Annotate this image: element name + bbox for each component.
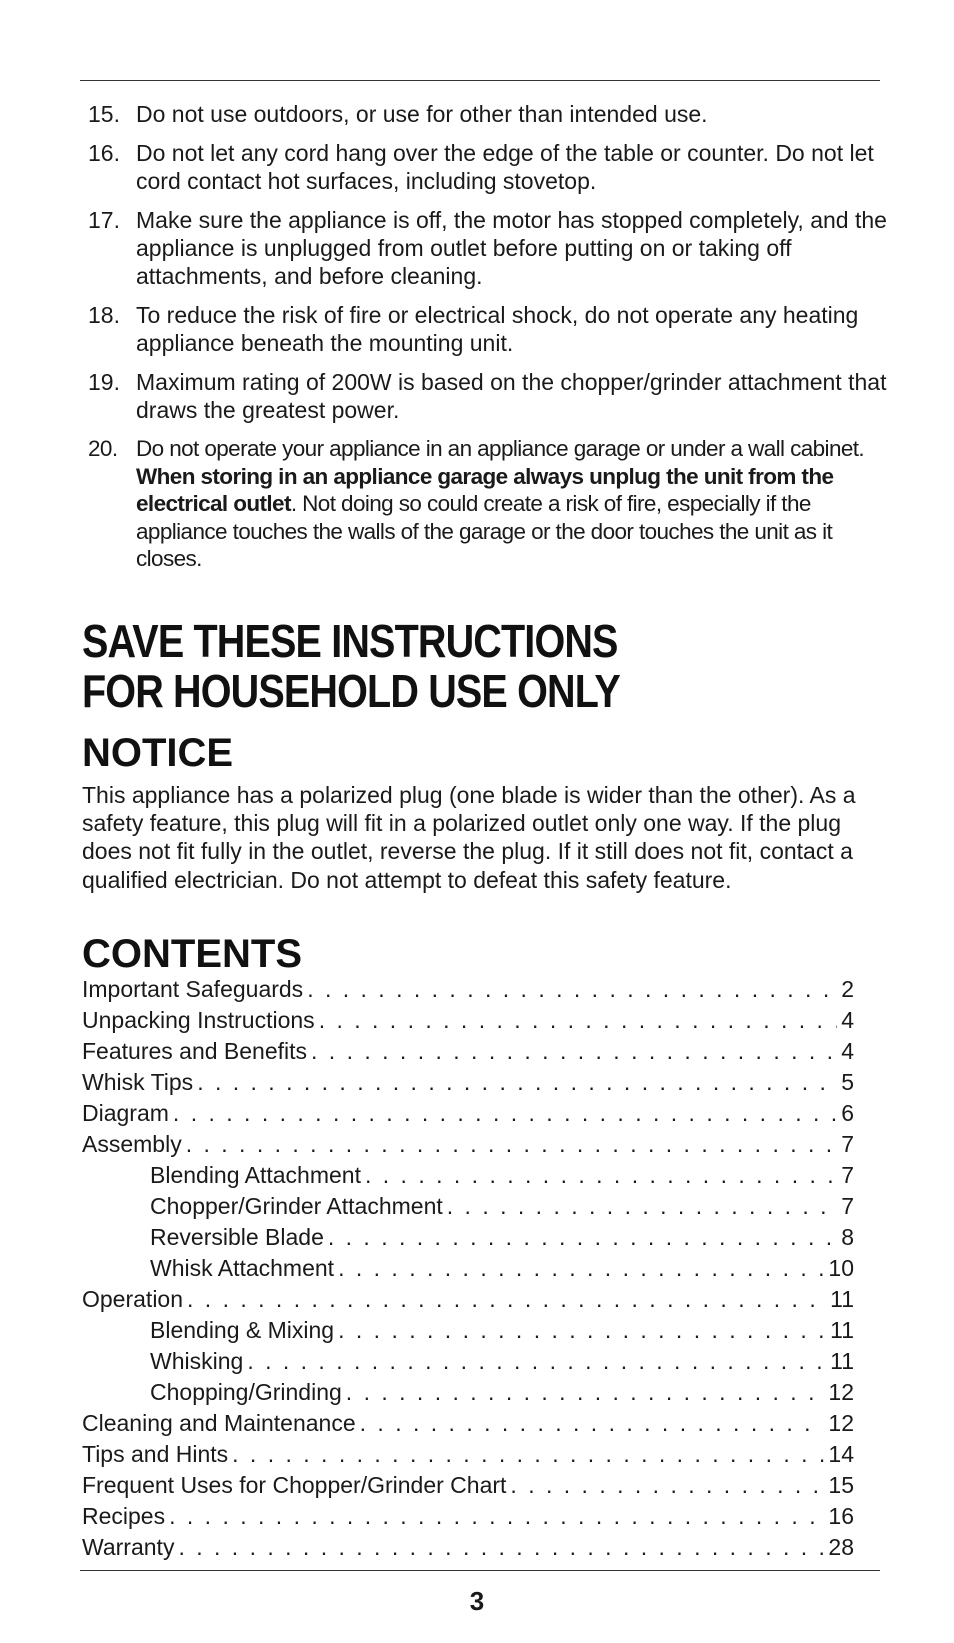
- toc-page: 16: [828, 1503, 854, 1529]
- toc-subentry[interactable]: [82, 1222, 854, 1253]
- toc-page: 12: [828, 1379, 854, 1405]
- toc-page: 12: [828, 1410, 854, 1436]
- toc-label: Blending & Mixing: [150, 1317, 335, 1343]
- bottom-divider: [80, 1570, 880, 1571]
- toc-subentry[interactable]: [82, 1315, 854, 1346]
- save-instructions-heading: [82, 616, 753, 716]
- toc-page: 4: [841, 1007, 854, 1033]
- table-of-contents: [82, 974, 854, 1563]
- safeguard-text: Maximum rating of 200W is based on the chopper/grinder attachment that draws the greatest power.: [136, 369, 887, 423]
- safeguard-number: 18.: [88, 302, 120, 328]
- toc-entry[interactable]: [82, 1284, 854, 1315]
- safeguard-text: Do not let any cord hang over the edge of the table or counter. Do not let cord contact hot surfaces, including stovetop.: [136, 140, 874, 194]
- toc-page: 4: [841, 1038, 854, 1064]
- toc-page: 10: [828, 1255, 854, 1281]
- toc-entry[interactable]: [82, 1439, 854, 1470]
- toc-label: Tips and Hints: [82, 1441, 229, 1467]
- toc-entry[interactable]: [82, 1005, 854, 1036]
- toc-page: 6: [841, 1100, 854, 1126]
- toc-subentry[interactable]: [82, 1160, 854, 1191]
- toc-leader: [173, 1098, 837, 1129]
- safeguard-text-start: Do not operate your appliance in an appliance garage or under a wall cabinet.: [136, 436, 865, 461]
- toc-leader: [247, 1346, 826, 1377]
- safeguard-text: [136, 435, 888, 573]
- toc-entry[interactable]: [82, 974, 854, 1005]
- safeguard-item: [88, 206, 888, 290]
- toc-entry[interactable]: [82, 1408, 854, 1439]
- toc-subentry[interactable]: [82, 1346, 854, 1377]
- safeguard-item: [88, 435, 888, 573]
- toc-entry[interactable]: [82, 1067, 854, 1098]
- toc-entry[interactable]: [82, 1036, 854, 1067]
- safeguard-text-end: . Not doing so could create a risk of fire, especially if the appliance touches the walls of the garage or the door touches the unit as it closes.: [136, 491, 833, 571]
- safeguard-item: [88, 139, 888, 195]
- toc-page: 5: [841, 1069, 854, 1095]
- toc-label: Cleaning and Maintenance: [82, 1410, 356, 1436]
- toc-label: Reversible Blade: [150, 1224, 324, 1250]
- notice-heading: NOTICE: [82, 731, 234, 775]
- toc-label: Frequent Uses for Chopper/Grinder Chart: [82, 1472, 507, 1498]
- top-divider: [80, 80, 880, 81]
- toc-label: Diagram: [82, 1100, 169, 1126]
- toc-page: 11: [830, 1348, 854, 1374]
- toc-label: Important Safeguards: [82, 976, 304, 1002]
- safeguard-item: [88, 100, 888, 128]
- toc-label: Warranty: [82, 1534, 175, 1560]
- toc-leader: [346, 1377, 825, 1408]
- safeguard-number: 17.: [88, 207, 120, 233]
- toc-label: Recipes: [82, 1503, 166, 1529]
- toc-page: 7: [841, 1131, 854, 1157]
- toc-entry[interactable]: [82, 1532, 854, 1563]
- toc-subentry[interactable]: [82, 1253, 854, 1284]
- toc-page: 15: [828, 1472, 854, 1498]
- toc-label: Chopper/Grinder Attachment: [150, 1193, 443, 1219]
- toc-label: Features and Benefits: [82, 1038, 308, 1064]
- safeguard-text: To reduce the risk of fire or electrical shock, do not operate any heating appliance beneath the mounting unit.: [136, 302, 859, 356]
- notice-body: This appliance has a polarized plug (one blade is wider than the other). As a safety feature, this plug will fit in a polarized outlet only one way. If the plug does not fit fully in the outlet, reverse the plug. If it still does not fit, contact a qualified electrician. Do not attempt to defeat this safety feature.: [82, 782, 856, 893]
- toc-subentry[interactable]: [82, 1191, 854, 1222]
- toc-leader: [447, 1191, 837, 1222]
- toc-page: 11: [830, 1317, 854, 1343]
- toc-leader: [187, 1284, 826, 1315]
- toc-leader: [169, 1501, 824, 1532]
- toc-label: Chopping/Grinding: [150, 1379, 342, 1405]
- toc-leader: [365, 1160, 837, 1191]
- safeguard-number: 20.: [88, 436, 118, 461]
- toc-subentry[interactable]: [82, 1377, 854, 1408]
- toc-page: 11: [830, 1286, 854, 1312]
- toc-page: 7: [841, 1162, 854, 1188]
- toc-leader: [510, 1470, 824, 1501]
- safeguard-item: [88, 368, 888, 424]
- toc-leader: [197, 1067, 837, 1098]
- toc-leader: [338, 1253, 824, 1284]
- toc-leader: [311, 1036, 837, 1067]
- safeguard-warning-bold: When storing in an appliance garage always unplug the unit from the electrical outlet: [136, 463, 834, 516]
- safeguard-number: 16.: [88, 140, 120, 166]
- toc-label: Operation: [82, 1286, 184, 1312]
- toc-page: 2: [841, 976, 854, 1002]
- toc-leader: [328, 1222, 837, 1253]
- toc-page: 8: [841, 1224, 854, 1250]
- toc-leader: [319, 1005, 838, 1036]
- toc-entry[interactable]: [82, 1098, 854, 1129]
- toc-page: 7: [841, 1193, 854, 1219]
- toc-leader: [360, 1408, 825, 1439]
- save-heading-line-2: FOR HOUSEHOLD USE ONLY: [82, 665, 620, 717]
- toc-label: Assembly: [82, 1131, 182, 1157]
- toc-label: Whisk Tips: [82, 1069, 194, 1095]
- toc-leader: [232, 1439, 824, 1470]
- toc-label: Whisking: [150, 1348, 244, 1374]
- toc-entry[interactable]: [82, 1470, 854, 1501]
- safeguard-text: Do not use outdoors, or use for other than intended use.: [136, 101, 708, 127]
- toc-leader: [178, 1532, 824, 1563]
- safeguard-text: Make sure the appliance is off, the motor has stopped completely, and the appliance is unplugged from outlet before putting on or taking off attachments, and before cleaning.: [136, 207, 887, 289]
- toc-leader: [186, 1129, 838, 1160]
- toc-label: Unpacking Instructions: [82, 1007, 315, 1033]
- toc-entry[interactable]: [82, 1501, 854, 1532]
- page-number: 3: [469, 1586, 485, 1616]
- toc-label: Blending Attachment: [150, 1162, 361, 1188]
- toc-leader: [307, 974, 837, 1005]
- toc-leader: [338, 1315, 826, 1346]
- safeguard-number: 15.: [88, 101, 120, 127]
- toc-page: 14: [828, 1441, 854, 1467]
- safeguard-number: 19.: [88, 369, 120, 395]
- toc-label: Whisk Attachment: [150, 1255, 335, 1281]
- toc-entry[interactable]: [82, 1129, 854, 1160]
- safeguards-list: [88, 100, 888, 584]
- safeguard-item: [88, 301, 888, 357]
- contents-heading: CONTENTS: [82, 932, 302, 976]
- toc-page: 28: [828, 1534, 854, 1560]
- save-heading-line-1: SAVE THESE INSTRUCTIONS: [82, 615, 618, 667]
